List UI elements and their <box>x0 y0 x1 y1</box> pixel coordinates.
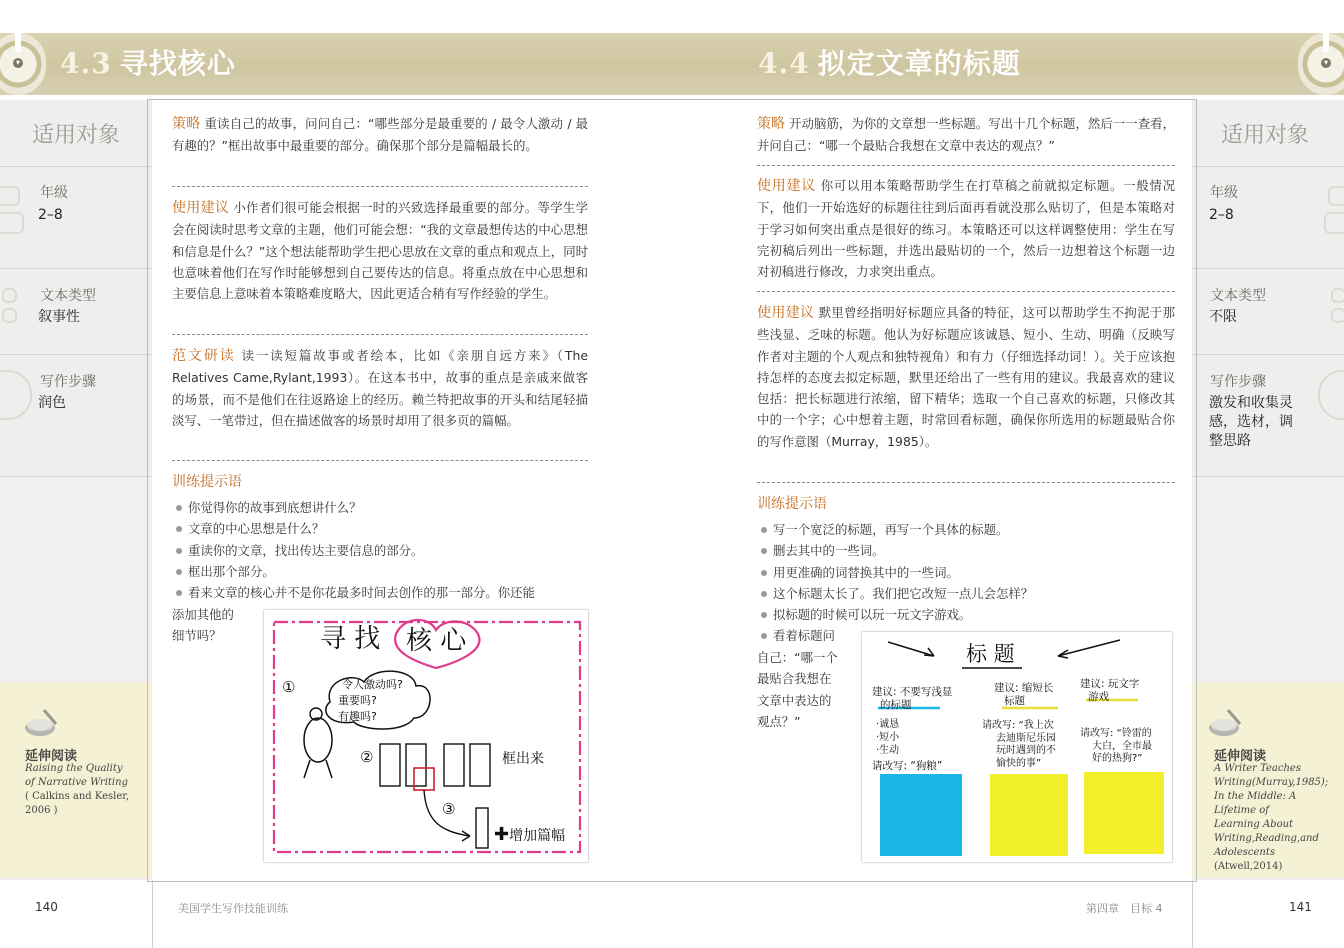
right-prompt-tail-1: 自己：“哪一个 <box>757 650 838 665</box>
right-step-value <box>1209 394 1293 451</box>
left-prompt-item: 看来文章的核心并不是你花最多时间去创作的那一部分。你还能 <box>172 582 590 603</box>
right-chart-col1-list-item: ·短小 <box>876 732 900 743</box>
right-chart-col3-try-1: 请改写: “铃雷的 <box>1080 728 1152 739</box>
left-ext-line-4: 2006 ) <box>25 805 58 816</box>
left-prompt-item: 框出那个部分。 <box>172 561 590 582</box>
left-ext-line-1: Raising the Quality <box>25 763 123 774</box>
right-prompt-item: 删去其中的一些词。 <box>757 540 1177 561</box>
left-tip-text: 小作者们很可能会根据一时的兴致选择最重要的部分。等学生学会在阅读时思考文章的主题，他们可能会想：“我的文章最想传达的中心思想和信息是什么？”这个想法能帮助学生把心思放在文章的重点和观点上，同时也意味着他们在写作时能够想到自己要传达的信息。将重点放在中心思想和主要信息上意味着本策略难度略大，因此更适合稍有写作经验的学生。 <box>172 200 588 302</box>
left-ext-line-3: ( Calkins and Kesler, <box>25 791 130 802</box>
right-separator-3 <box>757 482 1175 483</box>
right-chart-col3-try-3: 好的热狗?” <box>1092 753 1143 764</box>
left-chart-pages <box>380 744 490 790</box>
right-tip1-lead: 使用建议 <box>757 178 817 194</box>
right-section-title <box>758 42 1021 82</box>
right-chart-sticky-note-blue <box>880 774 962 856</box>
right-prompts-list <box>757 519 1177 647</box>
right-ext-line-1: A Writer Teaches <box>1214 763 1301 774</box>
right-chart-sticky-note-yellow-2 <box>1084 772 1164 854</box>
right-chart-col3-head-1: 建议: 玩文字 <box>1080 678 1140 690</box>
right-tip2-lead: 使用建议 <box>757 305 815 321</box>
right-prompt-item: 写一个宽泛的标题，再写一个具体的标题。 <box>757 519 1177 540</box>
right-prompt-item: 拟标题的时候可以玩一玩文字游戏。 <box>757 604 1177 625</box>
right-chart-sticky-note-yellow-1 <box>990 774 1068 856</box>
right-tip1-text: 你可以用本策略帮助学生在打草稿之前就拟定标题。一般情况下，他们一开始选好的标题往往到后面再看就没那么贴切了，但是本策略对于学习如何突出重点是很好的练习。本策略还可以这样调整使用：学生在写完初稿后列出一些标题，并选出最贴切的一个，然后一边想着这个标题一边对初稿进行修改，力求突出重点。 <box>757 178 1176 280</box>
right-ext-text <box>1214 762 1328 874</box>
left-example-text: 读一读短篇故事或者绘本，比如《亲朋自远方来》（The Relatives Came,Rylant,1993）。在这本书中，故事的重点是亲戚来做客的场景，而不是他们在往返路途上的经历。赖兰特把故事的开头和结尾轻描淡写、一笔带过，但在描述做客的场景时却用了很多页的篇幅。 <box>172 348 588 428</box>
right-chapter-label: 第四章 目标 4 <box>1086 902 1163 915</box>
left-prompts-heading: 训练提示语 <box>172 474 242 490</box>
left-separator-1 <box>172 186 588 187</box>
left-grade-value: 2–8 <box>38 207 63 223</box>
left-tip-lead: 使用建议 <box>172 200 230 216</box>
right-step-value-line-1: 激发和收集灵 <box>1209 395 1293 411</box>
right-chart-col2-head <box>994 682 1053 708</box>
right-chart-col1-list <box>876 718 899 757</box>
left-chart-step-3: ③ <box>442 800 456 818</box>
left-tab-marker-icon <box>15 30 21 52</box>
left-chart-person-body <box>304 718 332 762</box>
left-example <box>172 345 588 431</box>
right-section-number: 4.4 <box>758 47 810 80</box>
left-chart-box-label: 框出来 <box>502 751 544 767</box>
right-chart-col2-head-1: 建议: 缩短长 <box>994 682 1054 694</box>
right-down-arrow-icon: ▾ <box>1321 58 1331 68</box>
left-section-number: 4.3 <box>60 47 112 80</box>
left-ext-title: 延伸阅读 <box>25 749 78 764</box>
right-chart-col3-try <box>1080 728 1152 766</box>
left-text-type-label: 文本类型 <box>40 288 96 304</box>
right-page-number: 141 <box>1289 900 1312 914</box>
right-ext-line-5: Learning About <box>1214 819 1294 830</box>
right-step-value-line-2: 感，选材，调 <box>1209 414 1293 430</box>
left-footer-divider <box>152 880 153 948</box>
right-prompt-item: 看着标题问 <box>757 625 1177 646</box>
left-tip <box>172 197 588 304</box>
right-chart-col2-try-3: 玩时遇到的不 <box>996 745 1056 756</box>
left-page-number: 140 <box>35 900 58 914</box>
right-ext-line-8: (Atwell,2014) <box>1214 861 1283 872</box>
left-prompts-list <box>172 497 590 603</box>
left-strategy-lead: 策略 <box>172 116 201 132</box>
left-chart-bubble-3: 有趣吗? <box>338 710 377 723</box>
left-empty-cell <box>0 476 152 681</box>
left-grade-ghost-icon-2 <box>0 212 24 234</box>
left-grid-icon <box>2 288 17 303</box>
right-prompt-item: 用更准确的词替换其中的一些词。 <box>757 562 1177 583</box>
left-grade-ghost-icon <box>0 186 20 206</box>
right-grade-ghost-icon <box>1328 186 1344 206</box>
left-strategy <box>172 113 588 157</box>
right-book-icon <box>1206 706 1246 740</box>
left-chart-title-a: 寻 找 <box>320 624 381 654</box>
left-strategy-text: 重读自己的故事，问问自己：“哪些部分是最重要的 / 最令人激动 / 最有趣的？”框出故事中最重要的部分。确保那个部分是篇幅最长的。 <box>172 116 589 154</box>
right-section-title-text: 拟定文章的标题 <box>817 47 1021 80</box>
left-chart-step-2: ② <box>360 748 374 766</box>
left-section-title-text: 寻找核心 <box>119 47 236 80</box>
right-prompt-tail <box>757 647 857 732</box>
right-step-label: 写作步骤 <box>1210 374 1266 390</box>
right-prompt-tail-2: 最贴合我想在 <box>757 671 832 687</box>
right-grade-ghost-icon-2 <box>1324 212 1344 234</box>
left-ext-line-2: of Narrative Writing <box>25 777 128 788</box>
right-chart-title: 标 题 <box>966 642 1015 666</box>
right-chart-col1-list-item: ·诚恳 <box>876 719 900 730</box>
right-step-value-line-3: 整思路 <box>1209 433 1251 449</box>
right-chart-col1-list-item: ·生动 <box>876 745 900 756</box>
right-prompt-tail-3: 文章中表达的 <box>757 692 832 708</box>
right-strategy <box>757 113 1175 157</box>
right-chart-col3-head <box>1080 678 1139 704</box>
right-text-type-label: 文本类型 <box>1210 288 1266 304</box>
left-book-title: 美国学生写作技能训练 <box>178 902 288 915</box>
right-chart-col1-head-1: 建议: 不要写浅显 <box>872 686 953 698</box>
right-chart-col3-head-2: 游戏 <box>1088 691 1109 703</box>
right-prompt-tail-4: 观点？” <box>757 713 801 729</box>
left-chart-long-page <box>476 808 488 848</box>
right-ext-line-2: Writing(Murray,1985); <box>1214 777 1329 788</box>
left-step-label: 写作步骤 <box>40 374 96 390</box>
left-chart-plus-icon: ✚ <box>494 824 510 845</box>
left-prompt-item: 重读你的文章，找出传达主要信息的部分。 <box>172 540 590 561</box>
left-sidebar-heading: 适用对象 <box>32 123 121 148</box>
right-chart-arrow-left <box>888 642 934 656</box>
left-example-lead: 范文研读 <box>172 348 236 364</box>
right-tip-2 <box>757 302 1175 452</box>
left-prompt-tail <box>172 604 262 647</box>
left-prompt-tail-1: 添加其他的 <box>172 607 234 622</box>
right-chart-col1-head-2: 的标题 <box>880 699 912 711</box>
right-ext-line-3: In the Middle: A <box>1214 791 1297 802</box>
left-ext-text <box>25 762 129 818</box>
right-chart-arrow-left-head-icon <box>924 648 934 656</box>
right-anchor-chart <box>862 632 1172 862</box>
left-grid-icon-2 <box>2 308 17 323</box>
right-chart-col2-head-2: 标题 <box>1004 695 1025 707</box>
right-chart-col2-try-2: 去迪斯尼乐园 <box>996 732 1056 744</box>
right-ext-line-7: Adolescents <box>1214 847 1276 858</box>
left-separator-3 <box>172 460 588 461</box>
right-empty-cell <box>1192 476 1344 681</box>
right-grade-label: 年级 <box>1210 185 1238 201</box>
right-chart-col2-try-4: 愉快的事” <box>996 757 1042 769</box>
right-prompts-heading: 训练提示语 <box>757 496 827 512</box>
right-text-type-value: 不限 <box>1209 309 1237 325</box>
left-prompt-item: 文章的中心思想是什么？ <box>172 518 590 539</box>
left-section-title <box>60 42 236 82</box>
left-step-value: 润色 <box>38 395 66 411</box>
right-strategy-lead: 策略 <box>757 116 786 132</box>
left-prompt-tail-2: 细节吗？ <box>172 628 222 644</box>
left-separator-2 <box>172 334 588 335</box>
right-tip2-text: 默里曾经指明好标题应具备的特征，这可以帮助学生不拘泥于那些浅显、乏味的标题。他认为好标题应该诚恳、短小、生动、明确（反映写作者对主题的个人观点和独特视角）和有力（仔细选择动词！）。关于应该抱持怎样的态度去拟定标题，默里还给出了一些有用的建议。我最喜欢的建议包括：把长标题进行浓缩，留下精华；选取一个自己喜欢的标题，只修改其中的一个字；心中想着主题，时常回看标题，确保你所选用的标题最贴合你的写作意图（Murray，1985）。 <box>757 305 1175 449</box>
right-grid-icon-2 <box>1331 308 1344 323</box>
left-chart-bubble-1: 令人激动吗? <box>342 678 403 691</box>
right-chart-col1-head <box>872 686 952 712</box>
right-tab-marker-icon <box>1323 30 1329 52</box>
left-chart-add-row <box>494 824 565 845</box>
right-strategy-text: 开动脑筋，为你的文章想一些标题。写出十几个标题，然后一一查看，并问自己：“哪一个最贴合我想在文章中表达的观点？” <box>757 116 1175 154</box>
left-chart-step-1: ① <box>282 678 296 696</box>
left-anchor-chart <box>264 610 588 862</box>
right-chart-col1-try: 请改写: “狗粮” <box>872 760 943 772</box>
right-footer-divider <box>1192 880 1193 948</box>
right-separator-1 <box>757 165 1175 166</box>
right-chart-col2-try <box>982 720 1056 770</box>
right-grid-icon <box>1331 288 1344 303</box>
right-tip-1 <box>757 175 1175 282</box>
right-sidebar-heading: 适用对象 <box>1221 123 1310 148</box>
left-book-icon <box>22 706 62 740</box>
left-grade-label: 年级 <box>40 185 68 201</box>
left-chart-add-label: 增加篇幅 <box>509 828 566 844</box>
left-prompt-item: 你觉得你的故事到底想讲什么？ <box>172 497 590 518</box>
left-chart-title-b: 核 心 <box>406 626 467 656</box>
right-separator-2 <box>757 291 1175 292</box>
right-chart-col2-try-1: 请改写: “我上次 <box>982 720 1054 731</box>
right-chart-arrow-right <box>1058 640 1120 656</box>
right-prompt-item: 这个标题太长了。我们把它改短一点儿会怎样？ <box>757 583 1177 604</box>
right-ext-line-6: Writing,Reading,and <box>1214 833 1319 844</box>
right-grade-value: 2–8 <box>1209 207 1234 223</box>
right-ext-title: 延伸阅读 <box>1214 749 1267 764</box>
left-chart-bubble-2: 重要吗? <box>338 694 377 707</box>
right-ext-line-4: Lifetime of <box>1214 805 1269 816</box>
right-chart-col3-try-2: 大白，全市最 <box>1092 740 1152 752</box>
left-down-arrow-icon: ▾ <box>13 58 23 68</box>
left-text-type-value: 叙事性 <box>38 309 80 325</box>
